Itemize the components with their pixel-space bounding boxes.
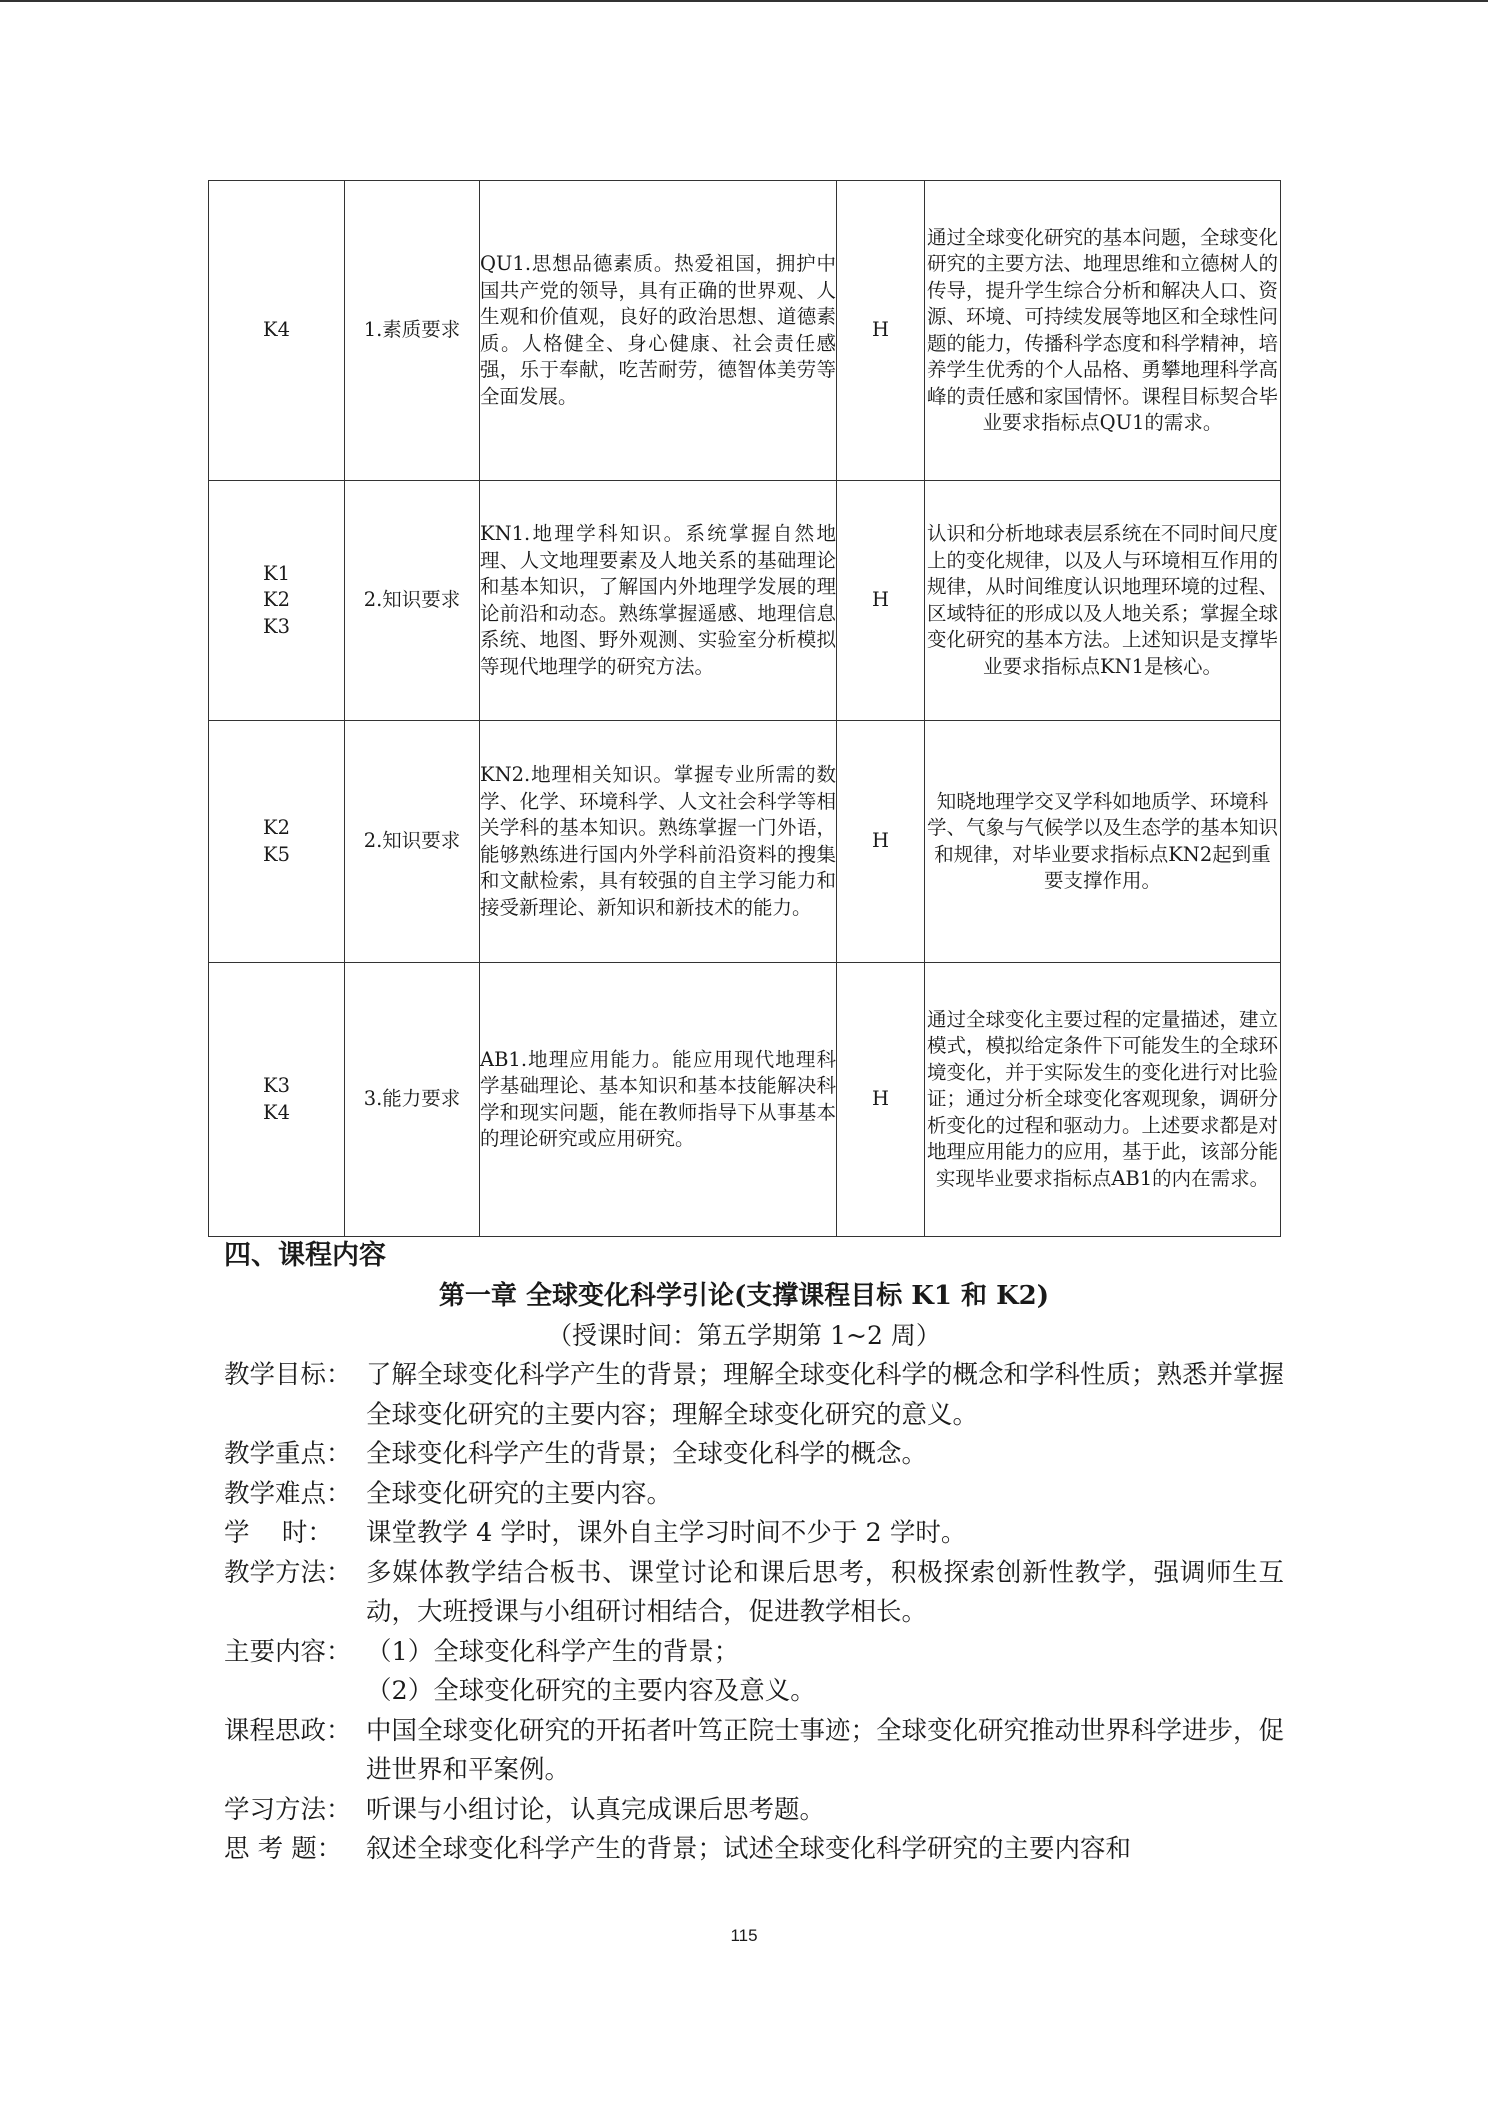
- course-ideology-label: 课程思政：: [224, 1715, 352, 1746]
- course-goal-id: K2: [263, 816, 290, 839]
- table-row: [209, 721, 1281, 963]
- class-hours-text: 课堂教学 4 学时，课外自主学习时间不少于 2 学时。: [366, 1518, 967, 1548]
- page-number: 115: [730, 1926, 758, 1945]
- chapter-content: [224, 1356, 1284, 1870]
- main-content-item: （2）全球变化研究的主要内容及意义。: [366, 1676, 816, 1706]
- main-content: [224, 1633, 1284, 1673]
- teaching-method-text: 多媒体教学结合板书、课堂讨论和课后思考，积极探索创新性教学，强调师生互动，大班授课与小组研讨相结合，促进教学相长。: [366, 1557, 1284, 1627]
- table-row: [209, 181, 1281, 481]
- course-goal-cell: [209, 181, 345, 481]
- teaching-difficulty: [224, 1475, 1284, 1515]
- course-goal-id: K1: [263, 561, 290, 585]
- requirement-cell: 2.知识要求: [345, 721, 480, 963]
- teaching-focus: [224, 1435, 1284, 1475]
- teaching-goal-label: 教学目标：: [224, 1360, 352, 1390]
- support-level-cell: H: [837, 181, 925, 481]
- course-goal-id: K5: [263, 842, 290, 866]
- course-goal-cell: [209, 721, 345, 963]
- requirements-table: [208, 180, 1281, 1237]
- teaching-difficulty-text: 全球变化研究的主要内容。: [366, 1478, 673, 1509]
- course-goal-id: K3: [263, 1074, 290, 1097]
- review-questions: [224, 1830, 1284, 1870]
- table-row: [209, 963, 1281, 1237]
- indicator-cell: AB1.地理应用能力。能应用现代地理科学基础理论、基本知识和基本技能解决科学和现实问题，能在教师指导下从事基本的理论研究或应用研究。: [480, 963, 837, 1237]
- course-ideology: [224, 1712, 1284, 1791]
- main-content-item: （1）全球变化科学产生的背景；: [366, 1636, 740, 1667]
- study-method-text: 听课与小组讨论，认真完成课后思考题。: [366, 1794, 826, 1825]
- class-hours: [224, 1514, 1284, 1554]
- requirement-cell: 1.素质要求: [345, 181, 480, 481]
- teaching-difficulty-label: 教学难点：: [224, 1478, 352, 1509]
- study-method: [224, 1791, 1284, 1831]
- course-goal-id: K2: [263, 588, 290, 612]
- teaching-goal-text: 了解全球变化科学产生的背景；理解全球变化科学的概念和学科性质；熟悉并掌握全球变化研究的主要内容；理解全球变化研究的意义。: [366, 1360, 1285, 1430]
- teaching-focus-text: 全球变化科学产生的背景；全球变化科学的概念。: [366, 1439, 928, 1469]
- teaching-method: [224, 1554, 1284, 1633]
- requirement-cell: 2.知识要求: [345, 481, 480, 721]
- main-content-label: 主要内容：: [224, 1636, 352, 1667]
- support-description-cell: 通过全球变化研究的基本问题，全球变化研究的主要方法、地理思维和立德树人的传导，提升学生综合分析和解决人口、资源、环境、可持续发展等地区和全球性问题的能力，传播科学态度和科学精神，培养学生优秀的个人品格、勇攀地理科学高峰的责任感和家国情怀。课程目标契合毕业要求指标点QU1的需求。: [925, 181, 1281, 481]
- chapter-schedule: （授课时间：第五学期第 1~2 周）: [547, 1321, 941, 1350]
- support-description-cell: 知晓地理学交叉学科如地质学、环境科学、气象与气候学以及生态学的基本知识和规律，对毕业要求指标点KN2起到重要支撑作用。: [925, 721, 1281, 963]
- section-heading: 四、课程内容: [224, 1240, 386, 1271]
- support-level-cell: H: [837, 481, 925, 721]
- support-level-cell: H: [837, 721, 925, 963]
- review-questions-label: 思 考 题：: [224, 1834, 343, 1864]
- course-ideology-text: 中国全球变化研究的开拓者叶笃正院士事迹；全球变化研究推动世界科学进步，促进世界和平案例。: [366, 1715, 1285, 1785]
- support-level-cell: H: [837, 963, 925, 1237]
- support-description-cell: 认识和分析地球表层系统在不同时间尺度上的变化规律，以及人与环境相互作用的规律，从时间维度认识地理环境的过程、区域特征的形成以及人地关系；掌握全球变化研究的基本方法。上述知识是支撑毕业要求指标点KN1是核心。: [925, 481, 1281, 721]
- top-border-line: [0, 0, 1488, 2]
- course-goal-cell: [209, 481, 345, 721]
- study-method-label: 学习方法：: [224, 1794, 352, 1825]
- table-row: [209, 481, 1281, 721]
- teaching-method-label: 教学方法：: [224, 1557, 352, 1588]
- indicator-cell: KN2.地理相关知识。掌握专业所需的数学、化学、环境科学、人文社会科学等相关学科的基本知识。熟练掌握一门外语，能够熟练进行国内外学科前沿资料的搜集和文献检索，具有较强的自主学习能力和接受新理论、新知识和新技术的能力。: [480, 721, 837, 963]
- chapter-title: 第一章 全球变化科学引论(支撑课程目标 K1 和 K2): [438, 1281, 1050, 1311]
- support-description-cell: 通过全球变化主要过程的定量描述，建立模式，模拟给定条件下可能发生的全球环境变化，并于实际发生的变化进行对比验证；通过分析全球变化客观现象，调研分析变化的过程和驱动力。上述要求都是对地理应用能力的应用，基于此，该部分能实现毕业要求指标点AB1的内在需求。: [925, 963, 1281, 1237]
- class-hours-label: 学 时：: [224, 1518, 333, 1548]
- indicator-cell: KN1.地理学科知识。系统掌握自然地理、人文地理要素及人地关系的基础理论和基本知识，了解国内外地理学发展的理论前沿和动态。熟练掌握遥感、地理信息系统、地图、野外观测、实验室分析模拟等现代地理学的研究方法。: [480, 481, 837, 721]
- course-goal-id: K3: [263, 614, 290, 638]
- course-goal-id: K4: [263, 1100, 290, 1124]
- course-goal-id: K4: [263, 318, 290, 342]
- course-goal-cell: [209, 963, 345, 1237]
- review-questions-text: 叙述全球变化科学产生的背景；试述全球变化科学研究的主要内容和: [366, 1834, 1132, 1864]
- teaching-goal: [224, 1356, 1284, 1435]
- teaching-focus-label: 教学重点：: [224, 1439, 352, 1469]
- requirement-cell: 3.能力要求: [345, 963, 480, 1237]
- indicator-cell: QU1.思想品德素质。热爱祖国，拥护中国共产党的领导，具有正确的世界观、人生观和价值观，良好的政治思想、道德素质。人格健全、身心健康、社会责任感强，乐于奉献，吃苦耐劳，德智体美劳等全面发展。: [480, 181, 837, 481]
